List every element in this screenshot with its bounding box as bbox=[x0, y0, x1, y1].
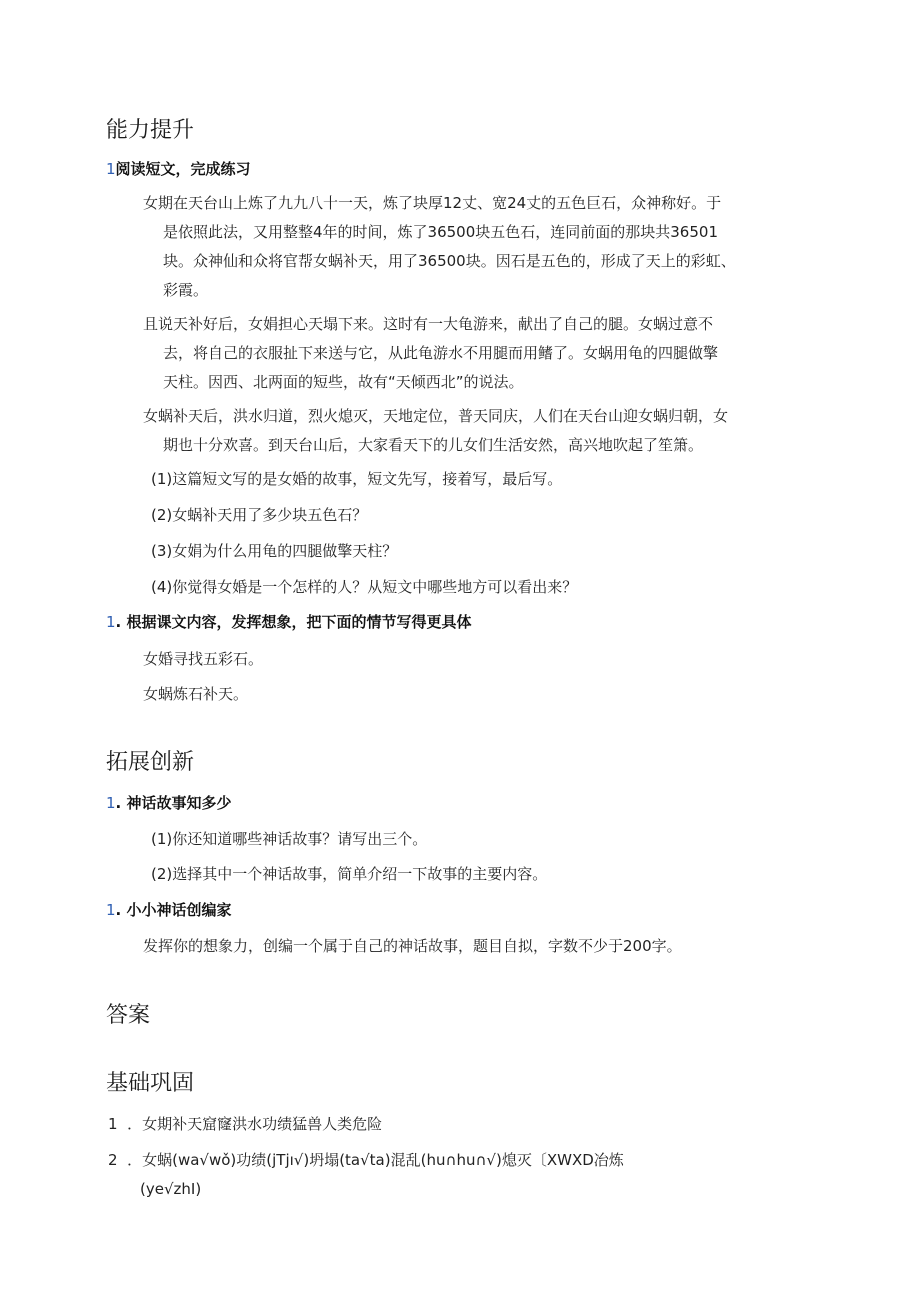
para1-line2: 是依照此法，又用整整4年的时间，炼了36500块五色石，连同前面的那块共36501 bbox=[163, 223, 718, 241]
answer-2-continued: (ye√zhI) bbox=[140, 1180, 202, 1198]
para3-line2: 期也十分欢喜。到天台山后，大家看天下的儿女们生活安然，高兴地吹起了笙箫。 bbox=[163, 436, 704, 454]
q1-sub-4: (4)你觉得女婚是一个怎样的人？从短文中哪些地方可以看出来？ bbox=[151, 578, 578, 596]
question-1-heading bbox=[106, 158, 251, 179]
para1-line3: 块。众神仙和众将官帮女蜗补天，用了36500块。因石是五色的，形成了天上的彩虹、 bbox=[163, 252, 736, 270]
q2-line-2: 女蜗炼石补天。 bbox=[143, 685, 249, 703]
q1-sub-2: (2)女蜗补天用了多少块五色石？ bbox=[151, 506, 368, 524]
section-title-extension: 拓展创新 bbox=[106, 750, 195, 775]
para2-line3: 天柱。因西、北两面的短些，故有“天倾西北”的说法。 bbox=[163, 373, 524, 391]
q3-sub-2: (2)选择其中一个神话故事，简单介绍一下故事的主要内容。 bbox=[151, 865, 548, 883]
answer-text: ．女期补天窟窿洪水功绩猛兽人类危险 bbox=[127, 1115, 383, 1133]
para1-line1: 女期在天台山上炼了九九八十一天，炼了块厚12丈、宽24丈的五色巨石，众神称好。于 bbox=[143, 194, 722, 212]
answer-2 bbox=[108, 1149, 624, 1170]
para2-line1: 且说天补好后，女娟担心天塌下来。这时有一大龟游来，献出了自己的腿。女蜗过意不 bbox=[143, 315, 714, 333]
q1-sub-3: (3)女娟为什么用龟的四腿做擎天柱？ bbox=[151, 542, 398, 560]
section-title-answers: 答案 bbox=[106, 1003, 151, 1028]
para3-line1: 女蜗补天后，洪水归道，烈火熄灭，天地定位，普天同庆，人们在天台山迎女蜗归朝，女 bbox=[143, 407, 729, 425]
question-4-heading bbox=[106, 899, 231, 920]
section-title-ability: 能力提升 bbox=[106, 118, 195, 143]
question-title: . 小小神话创编家 bbox=[115, 901, 232, 919]
question-title: . 神话故事知多少 bbox=[115, 794, 232, 812]
section-title-basic: 基础巩固 bbox=[106, 1071, 195, 1096]
question-3-heading bbox=[106, 792, 231, 813]
question-number: 1 bbox=[106, 794, 116, 812]
answer-1 bbox=[108, 1113, 382, 1134]
question-title: . 根据课文内容，发挥想象，把下面的情节写得更具体 bbox=[115, 613, 472, 631]
q3-sub-1: (1)你还知道哪些神话故事？请写出三个。 bbox=[151, 830, 428, 848]
q1-sub-1: (1)这篇短文写的是女婚的故事，短文先写，接着写，最后写。 bbox=[151, 470, 563, 488]
answer-text: ．女蜗(wa√wǒ)功绩(jTjı√)坍塌(ta√ta)混乱(hu∩hu∩√)熄灭〔XWXD冶炼 bbox=[127, 1151, 624, 1169]
q2-line-1: 女婚寻找五彩石。 bbox=[143, 650, 264, 668]
question-number: 1 bbox=[106, 901, 116, 919]
question-number: 1 bbox=[106, 613, 116, 631]
answer-number: 2 bbox=[108, 1151, 118, 1169]
question-number: 1 bbox=[106, 160, 116, 178]
q4-line: 发挥你的想象力，创编一个属于自己的神话故事，题目自拟，字数不少于200字。 bbox=[143, 937, 682, 955]
answer-number: 1 bbox=[108, 1115, 118, 1133]
para1-line4: 彩霞。 bbox=[163, 281, 209, 299]
question-title: 阅读短文，完成练习 bbox=[115, 160, 251, 178]
para2-line2: 去，将自己的衣服扯下来送与它，从此龟游水不用腿而用鳍了。女蜗用龟的四腿做擎 bbox=[163, 344, 719, 362]
question-2-heading bbox=[106, 611, 471, 632]
